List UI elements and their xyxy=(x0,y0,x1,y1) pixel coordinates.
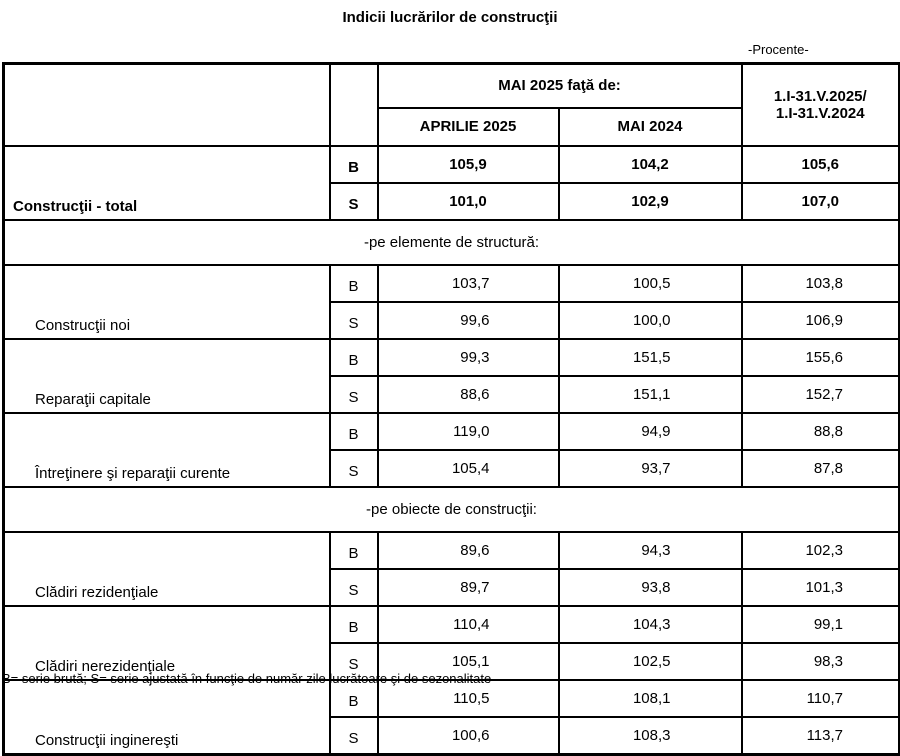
value-cell: 89,7 xyxy=(378,569,559,606)
value-cell: 101,3 xyxy=(742,569,900,606)
row-label: Construcţii noi xyxy=(4,265,330,339)
value-cell: 105,6 xyxy=(742,146,900,183)
value-cell: 108,3 xyxy=(559,717,742,755)
value-cell: 105,9 xyxy=(378,146,559,183)
value-cell: 93,7 xyxy=(559,450,742,487)
series-code: S xyxy=(330,643,378,680)
value-cell: 107,0 xyxy=(742,183,900,220)
value-cell: 152,7 xyxy=(742,376,900,413)
series-code: S xyxy=(330,450,378,487)
value-cell: 101,0 xyxy=(378,183,559,220)
table-row xyxy=(4,606,900,643)
value-cell: 102,9 xyxy=(559,183,742,220)
series-code: S xyxy=(330,569,378,606)
row-label: Reparaţii capitale xyxy=(4,339,330,413)
unit-label: -Procente- xyxy=(748,42,809,57)
value-cell: 100,5 xyxy=(559,265,742,302)
header-cumulative xyxy=(742,64,900,146)
header-empty-cell xyxy=(4,64,330,146)
series-code: B xyxy=(330,413,378,450)
value-cell: 110,4 xyxy=(378,606,559,643)
table-row xyxy=(4,265,900,302)
row-label: Clădiri nerezidenţiale xyxy=(4,606,330,680)
row-label: Întreţinere şi reparaţii curente xyxy=(4,413,330,487)
value-cell: 98,3 xyxy=(742,643,900,680)
header-col1: APRILIE 2025 xyxy=(378,108,559,146)
value-cell: 102,3 xyxy=(742,532,900,569)
table-row xyxy=(4,339,900,376)
value-cell: 89,6 xyxy=(378,532,559,569)
table-title: Indicii lucrărilor de construcţii xyxy=(342,9,558,26)
value-cell: 88,6 xyxy=(378,376,559,413)
value-cell: 105,1 xyxy=(378,643,559,680)
value-cell: 155,6 xyxy=(742,339,900,376)
row-label: Construcţii - total xyxy=(4,146,330,220)
value-cell: 94,9 xyxy=(559,413,742,450)
value-cell: 104,3 xyxy=(559,606,742,643)
value-cell: 88,8 xyxy=(742,413,900,450)
series-code: B xyxy=(330,339,378,376)
value-cell: 103,7 xyxy=(378,265,559,302)
header-cumulative-line1: 1.I-31.V.2025/ xyxy=(773,87,867,105)
series-code: B xyxy=(330,532,378,569)
table-row xyxy=(4,146,900,183)
table-row xyxy=(4,532,900,569)
value-cell: 151,1 xyxy=(559,376,742,413)
table-row xyxy=(4,413,900,450)
value-cell: 106,9 xyxy=(742,302,900,339)
header-col2: MAI 2024 xyxy=(559,108,742,146)
series-code: S xyxy=(330,717,378,755)
series-code: S xyxy=(330,302,378,339)
value-cell: 113,7 xyxy=(742,717,900,755)
series-code: S xyxy=(330,183,378,220)
series-code: S xyxy=(330,376,378,413)
series-code: B xyxy=(330,146,378,183)
value-cell: 105,4 xyxy=(378,450,559,487)
value-cell: 99,6 xyxy=(378,302,559,339)
section-row xyxy=(4,487,900,532)
value-cell: 100,0 xyxy=(559,302,742,339)
section-row xyxy=(4,220,900,265)
series-code: B xyxy=(330,606,378,643)
header-cumulative-line2: 1.I-31.V.2024 xyxy=(775,104,865,122)
header-group: MAI 2025 faţă de: xyxy=(378,64,742,108)
value-cell: 99,1 xyxy=(742,606,900,643)
construction-indices-table xyxy=(2,62,900,756)
value-cell: 108,1 xyxy=(559,680,742,717)
footnote: B= serie brută; S= serie ajustată în funcţie de număr zile lucrătoare şi de sezonalitate xyxy=(2,671,492,686)
row-label: Clădiri rezidenţiale xyxy=(4,532,330,606)
row-label: Construcţii inginereşti xyxy=(4,680,330,755)
value-cell: 103,8 xyxy=(742,265,900,302)
section-title: -pe obiecte de construcţii: xyxy=(4,487,900,532)
value-cell: 87,8 xyxy=(742,450,900,487)
value-cell: 99,3 xyxy=(378,339,559,376)
value-cell: 100,6 xyxy=(378,717,559,755)
value-cell: 110,7 xyxy=(742,680,900,717)
header-series-cell xyxy=(330,64,378,146)
value-cell: 94,3 xyxy=(559,532,742,569)
value-cell: 110,5 xyxy=(378,680,559,717)
section-title: -pe elemente de structură: xyxy=(4,220,900,265)
value-cell: 119,0 xyxy=(378,413,559,450)
value-cell: 151,5 xyxy=(559,339,742,376)
value-cell: 102,5 xyxy=(559,643,742,680)
series-code: B xyxy=(330,680,378,717)
value-cell: 104,2 xyxy=(559,146,742,183)
value-cell: 93,8 xyxy=(559,569,742,606)
series-code: B xyxy=(330,265,378,302)
